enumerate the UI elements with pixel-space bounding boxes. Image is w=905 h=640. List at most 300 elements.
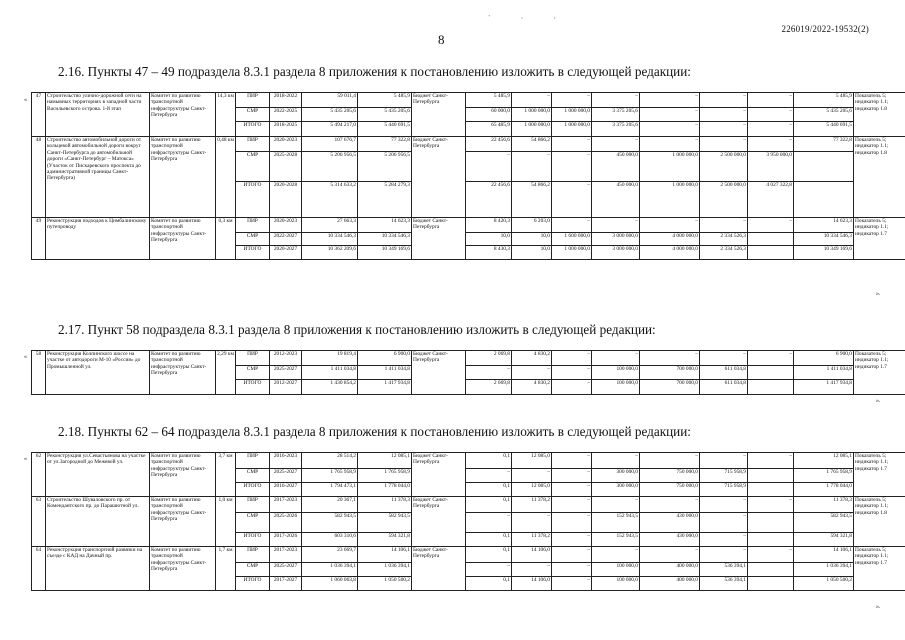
cost-cell: 28 514,2	[302, 453, 358, 469]
stage-cell: СМР	[236, 152, 270, 182]
years-cell: 2017-2026	[270, 533, 302, 547]
stage-cell: СМР	[236, 563, 270, 577]
remaining-cell: 1 765 958,9	[358, 469, 412, 483]
item-executor: Комитет по развитию транспортной инфраструктуры Санкт-Петербурга	[150, 137, 216, 218]
item-length: 0,48 км	[216, 137, 236, 218]
year-value-cell: 10,0	[466, 233, 512, 246]
item-name: Реконструкция Колпинского шоссе на участке от автодороги М-10 «Россия» до Промышленной ул.	[46, 351, 150, 395]
program-table	[31, 452, 905, 591]
stage-cell: ИТОГО	[236, 122, 270, 137]
year-value-cell: –	[640, 351, 700, 366]
years-cell: 2025-2027	[270, 563, 302, 577]
year-value-cell: 400 000,0	[640, 563, 700, 577]
total-cell: 1 417 934,8	[794, 380, 854, 395]
year-value-cell: 22 456,6	[466, 182, 512, 218]
stage-cell: СМР	[236, 366, 270, 380]
year-value-cell: 430 000,0	[640, 513, 700, 533]
remaining-cell: 1 411 034,8	[358, 366, 412, 380]
remaining-cell: 1 417 934,8	[358, 380, 412, 395]
year-value-cell	[748, 380, 794, 395]
stage-cell: ПИР	[236, 93, 270, 108]
total-cell: 5 485,9	[794, 93, 854, 108]
program-table	[31, 350, 905, 395]
year-value-cell: 611 034,8	[700, 366, 748, 380]
stage-cell: ПИР	[236, 137, 270, 152]
years-cell: 2016-2023	[270, 453, 302, 469]
item-name: Строительство улично-дорожной сети на намывных территориях в западной части Васильевского острова. 1-й этап	[46, 93, 150, 137]
year-value-cell: –	[512, 513, 552, 533]
year-value-cell: 1 000 000,0	[552, 246, 592, 260]
total-cell: 10 349 169,6	[794, 246, 854, 260]
year-value-cell: –	[700, 122, 748, 137]
years-cell: 2017-2023	[270, 497, 302, 513]
document-id: 226019/2022-19532(2)	[781, 24, 869, 34]
table-row	[32, 547, 905, 563]
year-value-cell: 2 500 000,0	[700, 182, 748, 218]
year-value-cell: –	[552, 577, 592, 591]
year-value-cell: –	[700, 547, 748, 563]
year-value-cell: 3 375 205,6	[592, 108, 640, 122]
year-value-cell: 0,1	[466, 453, 512, 469]
item-executor: Комитет по развитию транспортной инфраструктуры Санкт-Петербурга	[150, 453, 216, 497]
cost-cell: 20 367,1	[302, 497, 358, 513]
year-value-cell: 1 000 000,0	[640, 152, 700, 182]
table-row	[32, 93, 905, 108]
year-value-cell: –	[592, 93, 640, 108]
item-executor: Комитет по развитию транспортной инфраструктуры Санкт-Петербурга	[150, 218, 216, 260]
cost-cell: 27 663,3	[302, 218, 358, 233]
year-value-cell	[748, 513, 794, 533]
close-quote: ».	[876, 291, 881, 297]
year-value-cell: 152 943,5	[592, 513, 640, 533]
remaining-cell: 10 334 546,3	[358, 233, 412, 246]
year-value-cell: –	[640, 497, 700, 513]
year-value-cell	[748, 246, 794, 260]
year-value-cell: 4 000 000,0	[640, 246, 700, 260]
year-value-cell: –	[640, 218, 700, 233]
item-number: 49	[32, 218, 46, 260]
year-value-cell: –	[552, 453, 592, 469]
remaining-cell: 14 623,3	[358, 218, 412, 233]
year-value-cell: –	[592, 497, 640, 513]
year-value-cell	[748, 577, 794, 591]
year-value-cell: –	[700, 533, 748, 547]
year-value-cell: 2 334 526,3	[700, 246, 748, 260]
cost-cell: 582 943,5	[302, 513, 358, 533]
item-number: 62	[32, 453, 46, 497]
year-value-cell: –	[552, 152, 592, 182]
total-cell: 6 900,0	[794, 351, 854, 366]
remaining-cell: 582 943,5	[358, 513, 412, 533]
years-cell: 2012-2027	[270, 380, 302, 395]
year-value-cell: 8 420,3	[466, 218, 512, 233]
cost-cell: 1 765 958,9	[302, 469, 358, 483]
year-value-cell: 0,1	[466, 533, 512, 547]
year-value-cell: 700 000,0	[640, 366, 700, 380]
total-cell: 5 440 691,5	[794, 122, 854, 137]
remaining-cell: 6 900,0	[358, 351, 412, 366]
remaining-cell: 5 485,9	[358, 93, 412, 108]
item-name: Реконструкция подходов к Цимбалинскому путепроводу	[46, 218, 150, 260]
indicator-cell: Показатель 5; индикатор 1.1; индикатор 1.7	[854, 453, 905, 497]
item-number: 64	[32, 547, 46, 591]
year-value-cell: 2 069,8	[466, 351, 512, 366]
stage-cell: ПИР	[236, 351, 270, 366]
year-value-cell: –	[552, 547, 592, 563]
year-value-cell: 100 000,0	[592, 563, 640, 577]
year-value-cell: –	[592, 453, 640, 469]
item-executor: Комитет по развитию транспортной инфраструктуры Санкт-Петербурга	[150, 497, 216, 547]
year-value-cell: –	[552, 182, 592, 218]
year-value-cell: –	[700, 108, 748, 122]
year-value-cell	[748, 366, 794, 380]
indicator-cell: Показатель 5; индикатор 1.1; индикатор 1.8	[854, 137, 905, 218]
year-value-cell: 4 027 322,8	[748, 182, 794, 218]
year-value-cell: –	[748, 351, 794, 366]
years-cell: 2017-2023	[270, 547, 302, 563]
indicator-cell: Показатель 5; индикатор 1.1; индикатор 1.7	[854, 351, 905, 395]
year-value-cell: 6 203,0	[512, 218, 552, 233]
year-value-cell: –	[700, 137, 748, 152]
total-cell: 1 036 394,1	[794, 563, 854, 577]
year-value-cell: 300 000,0	[592, 483, 640, 497]
year-value-cell: –	[552, 380, 592, 395]
years-cell: 2022-2025	[270, 108, 302, 122]
year-value-cell: 0,1	[466, 547, 512, 563]
year-value-cell: –	[552, 469, 592, 483]
year-value-cell: –	[512, 469, 552, 483]
remaining-cell: 5 284 279,3	[358, 182, 412, 218]
stage-cell: ИТОГО	[236, 577, 270, 591]
year-value-cell	[748, 233, 794, 246]
remaining-cell: 5 206 956,5	[358, 152, 412, 182]
stage-cell: ПИР	[236, 547, 270, 563]
year-value-cell	[748, 533, 794, 547]
year-value-cell: 1 000 000,0	[640, 182, 700, 218]
year-value-cell: –	[466, 513, 512, 533]
year-value-cell: 3 950 000,0	[748, 152, 794, 182]
funding-source: Бюджет Санкт-Петербурга	[412, 453, 466, 497]
year-value-cell: 11 378,2	[512, 497, 552, 513]
total-cell	[794, 152, 854, 182]
indicator-cell: Показатель 5; индикатор 1.1; индикатор 1.7	[854, 547, 905, 591]
item-length: 3,7 км	[216, 453, 236, 497]
open-quote: «	[24, 456, 27, 462]
remaining-cell: 12 085,1	[358, 453, 412, 469]
year-value-cell: 60 000,0	[466, 108, 512, 122]
item-length: 14,3 км	[216, 93, 236, 137]
year-value-cell: 65 485,9	[466, 122, 512, 137]
cost-cell: 5 314 633,2	[302, 182, 358, 218]
year-value-cell: –	[552, 563, 592, 577]
year-value-cell: 3 000 000,0	[592, 246, 640, 260]
funding-source: Бюджет Санкт-Петербурга	[412, 93, 466, 137]
cost-cell: 603 310,6	[302, 533, 358, 547]
total-cell: 11 378,3	[794, 497, 854, 513]
year-value-cell: –	[466, 152, 512, 182]
close-quote: ».	[876, 604, 881, 610]
years-cell: 2012-2023	[270, 351, 302, 366]
cost-cell: 1 430 854,2	[302, 380, 358, 395]
year-value-cell: –	[592, 547, 640, 563]
stage-cell: СМР	[236, 513, 270, 533]
year-value-cell: –	[512, 563, 552, 577]
year-value-cell: –	[640, 122, 700, 137]
year-value-cell: 10,0	[512, 246, 552, 260]
year-value-cell: –	[592, 351, 640, 366]
stage-cell: ИТОГО	[236, 246, 270, 260]
cost-cell: 1 060 063,8	[302, 577, 358, 591]
section-heading: 2.17. Пункт 58 подраздела 8.3.1 раздела 8 приложения к постановлению изложить в следующей редакции:	[58, 322, 656, 337]
cost-cell: 1 794 473,1	[302, 483, 358, 497]
total-cell: 1 765 958,9	[794, 469, 854, 483]
year-value-cell: 1 000 000,0	[552, 108, 592, 122]
year-value-cell: –	[552, 497, 592, 513]
funding-source: Бюджет Санкт-Петербурга	[412, 137, 466, 218]
year-value-cell: –	[748, 122, 794, 137]
table-row	[32, 453, 905, 469]
years-cell: 2020-2028	[270, 182, 302, 218]
remaining-cell: 1 778 044,0	[358, 483, 412, 497]
year-value-cell: 22 456,6	[466, 137, 512, 152]
total-cell: 5 435 205,6	[794, 108, 854, 122]
year-value-cell: 14 106,0	[512, 547, 552, 563]
year-value-cell: 400 000,0	[640, 577, 700, 591]
year-value-cell: –	[748, 497, 794, 513]
remaining-cell: 1 036 394,1	[358, 563, 412, 577]
cost-cell: 10 334 546,3	[302, 233, 358, 246]
stage-cell: ИТОГО	[236, 533, 270, 547]
table-row	[32, 351, 905, 366]
item-length: 1,7 км	[216, 547, 236, 591]
year-value-cell: 4 830,2	[512, 351, 552, 366]
year-value-cell: 8 430,3	[466, 246, 512, 260]
year-value-cell: –	[748, 547, 794, 563]
cost-cell: 19 819,4	[302, 351, 358, 366]
year-value-cell: –	[552, 513, 592, 533]
years-cell: 2025-2028	[270, 152, 302, 182]
stage-cell: ИТОГО	[236, 380, 270, 395]
year-value-cell: –	[512, 366, 552, 380]
year-value-cell: 12 085,0	[512, 453, 552, 469]
funding-source: Бюджет Санкт-Петербурга	[412, 351, 466, 395]
year-value-cell: 536 394,1	[700, 577, 748, 591]
funding-source: Бюджет Санкт-Петербурга	[412, 497, 466, 547]
item-number: 48	[32, 137, 46, 218]
year-value-cell: 4 000 000,0	[640, 233, 700, 246]
remaining-cell: 594 321,8	[358, 533, 412, 547]
year-value-cell: –	[552, 483, 592, 497]
year-value-cell: 300 000,0	[592, 469, 640, 483]
year-value-cell: 430 000,0	[640, 533, 700, 547]
close-quote: ».	[876, 398, 881, 404]
year-value-cell: 715 958,9	[700, 483, 748, 497]
year-value-cell: –	[748, 137, 794, 152]
item-length: 0,3 км	[216, 218, 236, 260]
year-value-cell: 536 394,1	[700, 563, 748, 577]
years-cell: 2022-2027	[270, 233, 302, 246]
years-cell: 2025-2027	[270, 366, 302, 380]
years-cell: 2020-2027	[270, 246, 302, 260]
year-value-cell: –	[552, 93, 592, 108]
open-quote: «	[24, 354, 27, 360]
cost-cell: 5 494 217,0	[302, 122, 358, 137]
year-value-cell	[748, 563, 794, 577]
stage-cell: СМР	[236, 469, 270, 483]
stage-cell: ПИР	[236, 497, 270, 513]
year-value-cell: 611 034,8	[700, 380, 748, 395]
year-value-cell: 10,0	[512, 233, 552, 246]
total-cell: 1 411 034,8	[794, 366, 854, 380]
years-cell: 2017-2027	[270, 577, 302, 591]
item-length: 1,0 км	[216, 497, 236, 547]
year-value-cell: 2 334 526,3	[700, 233, 748, 246]
year-value-cell: –	[748, 218, 794, 233]
year-value-cell: 2 069,8	[466, 380, 512, 395]
year-value-cell: 450 000,0	[592, 182, 640, 218]
year-value-cell: –	[700, 351, 748, 366]
table-row	[32, 137, 905, 152]
cost-cell: 1 411 034,8	[302, 366, 358, 380]
stage-cell: СМР	[236, 108, 270, 122]
indicator-cell: Показатель 5; индикатор 1.1; индикатор 1.8	[854, 93, 905, 137]
year-value-cell: –	[466, 563, 512, 577]
year-value-cell: –	[552, 351, 592, 366]
stage-cell: СМР	[236, 233, 270, 246]
indicator-cell: Показатель 5; индикатор 1.1; индикатор 1.8	[854, 497, 905, 547]
year-value-cell: –	[640, 453, 700, 469]
year-value-cell: –	[748, 93, 794, 108]
indicator-cell: Показатель 5; индикатор 1.1; индикатор 1.7	[854, 218, 905, 260]
year-value-cell: –	[466, 469, 512, 483]
year-value-cell: 100 000,0	[592, 366, 640, 380]
year-value-cell	[748, 469, 794, 483]
total-cell	[794, 182, 854, 218]
program-table	[31, 92, 905, 260]
cost-cell: 5 435 205,6	[302, 108, 358, 122]
years-cell: 2018-2025	[270, 122, 302, 137]
item-name: Строительство автомобильной дороги от кольцевой автомобильной дороги вокруг Санкт-Петербурга до автомобильной дороги «Санкт-Петербург – Матокса» (Участок от Пискаревского проспекта до административной границы Санкт-Петербурга)	[46, 137, 150, 218]
stage-cell: ИТОГО	[236, 182, 270, 218]
year-value-cell: 0,1	[466, 497, 512, 513]
item-length: 2,29 км	[216, 351, 236, 395]
table-row	[32, 218, 905, 233]
year-value-cell: 11 378,2	[512, 533, 552, 547]
year-value-cell: –	[700, 513, 748, 533]
year-value-cell: –	[552, 366, 592, 380]
year-value-cell: –	[640, 137, 700, 152]
total-cell: 14 106,1	[794, 547, 854, 563]
item-executor: Комитет по развитию транспортной инфраструктуры Санкт-Петербурга	[150, 351, 216, 395]
total-cell: 14 623,3	[794, 218, 854, 233]
year-value-cell: 1 000 000,0	[552, 122, 592, 137]
remaining-cell: 10 349 169,6	[358, 246, 412, 260]
year-value-cell: –	[552, 137, 592, 152]
year-value-cell: –	[640, 93, 700, 108]
item-executor: Комитет по развитию транспортной инфраструктуры Санкт-Петербурга	[150, 547, 216, 591]
year-value-cell: 750 000,0	[640, 483, 700, 497]
remaining-cell: 11 378,3	[358, 497, 412, 513]
cost-cell: 59 011,4	[302, 93, 358, 108]
year-value-cell: 100 000,0	[592, 577, 640, 591]
years-cell: 2016-2027	[270, 483, 302, 497]
remaining-cell: 1 050 500,2	[358, 577, 412, 591]
remaining-cell: 5 435 205,6	[358, 108, 412, 122]
year-value-cell: 715 958,9	[700, 469, 748, 483]
remaining-cell: 77 322,8	[358, 137, 412, 152]
section-heading: 2.18. Пункты 62 – 64 подраздела 8.3.1 раздела 8 приложения к постановлению изложить в следующей редакции:	[58, 424, 691, 439]
stage-cell: ПИР	[236, 453, 270, 469]
cost-cell: 5 206 956,5	[302, 152, 358, 182]
year-value-cell: –	[748, 453, 794, 469]
cost-cell: 23 669,7	[302, 547, 358, 563]
year-value-cell: –	[700, 453, 748, 469]
year-value-cell: –	[592, 218, 640, 233]
item-number: 58	[32, 351, 46, 395]
total-cell: 1 050 500,2	[794, 577, 854, 591]
year-value-cell: 152 943,5	[592, 533, 640, 547]
total-cell: 1 778 044,0	[794, 483, 854, 497]
year-value-cell: 0,1	[466, 577, 512, 591]
scan-artifact: ` · ·	[488, 14, 570, 23]
years-cell: 2020-2023	[270, 218, 302, 233]
year-value-cell: 54 866,2	[512, 137, 552, 152]
item-executor: Комитет по развитию транспортной инфраструктуры Санкт-Петербурга	[150, 93, 216, 137]
year-value-cell: 100 000,0	[592, 380, 640, 395]
item-name: Строительство Шуваловского пр. от Комендантского пр. до Парашютной ул.	[46, 497, 150, 547]
year-value-cell: –	[512, 152, 552, 182]
year-value-cell: 3 375 205,6	[592, 122, 640, 137]
total-cell: 10 334 546,3	[794, 233, 854, 246]
year-value-cell: 4 830,2	[512, 380, 552, 395]
total-cell: 12 085,1	[794, 453, 854, 469]
year-value-cell: –	[592, 137, 640, 152]
years-cell: 2025-2027	[270, 469, 302, 483]
cost-cell: 107 676,7	[302, 137, 358, 152]
year-value-cell: –	[748, 108, 794, 122]
years-cell: 2020-2023	[270, 137, 302, 152]
year-value-cell: –	[700, 93, 748, 108]
year-value-cell: 0,1	[466, 483, 512, 497]
stage-cell: ПИР	[236, 218, 270, 233]
funding-source: Бюджет Санкт-Петербурга	[412, 547, 466, 591]
cost-cell: 1 036 394,1	[302, 563, 358, 577]
cost-cell: 10 362 209,6	[302, 246, 358, 260]
year-value-cell: –	[640, 547, 700, 563]
item-name: Реконструкция ул.Севастьянова на участке от ул.Загородной до Межевой ул.	[46, 453, 150, 497]
year-value-cell: 14 106,0	[512, 577, 552, 591]
page-number: 8	[438, 32, 445, 47]
table-row	[32, 497, 905, 513]
stage-cell: ИТОГО	[236, 483, 270, 497]
total-cell: 594 321,8	[794, 533, 854, 547]
year-value-cell: 54 866,2	[512, 182, 552, 218]
open-quote: «	[24, 97, 27, 103]
year-value-cell: 450 000,0	[592, 152, 640, 182]
year-value-cell: –	[700, 497, 748, 513]
year-value-cell: –	[512, 93, 552, 108]
funding-source: Бюджет Санкт-Петербурга	[412, 218, 466, 260]
section-heading: 2.16. Пункты 47 – 49 подраздела 8.3.1 раздела 8 приложения к постановлению изложить в следующей редакции:	[58, 64, 691, 79]
year-value-cell: 12 085,0	[512, 483, 552, 497]
year-value-cell: –	[466, 366, 512, 380]
year-value-cell: 700 000,0	[640, 380, 700, 395]
item-number: 47	[32, 93, 46, 137]
year-value-cell: 1 600 000,0	[552, 233, 592, 246]
year-value-cell	[748, 483, 794, 497]
year-value-cell: 2 500 000,0	[700, 152, 748, 182]
year-value-cell: –	[640, 108, 700, 122]
